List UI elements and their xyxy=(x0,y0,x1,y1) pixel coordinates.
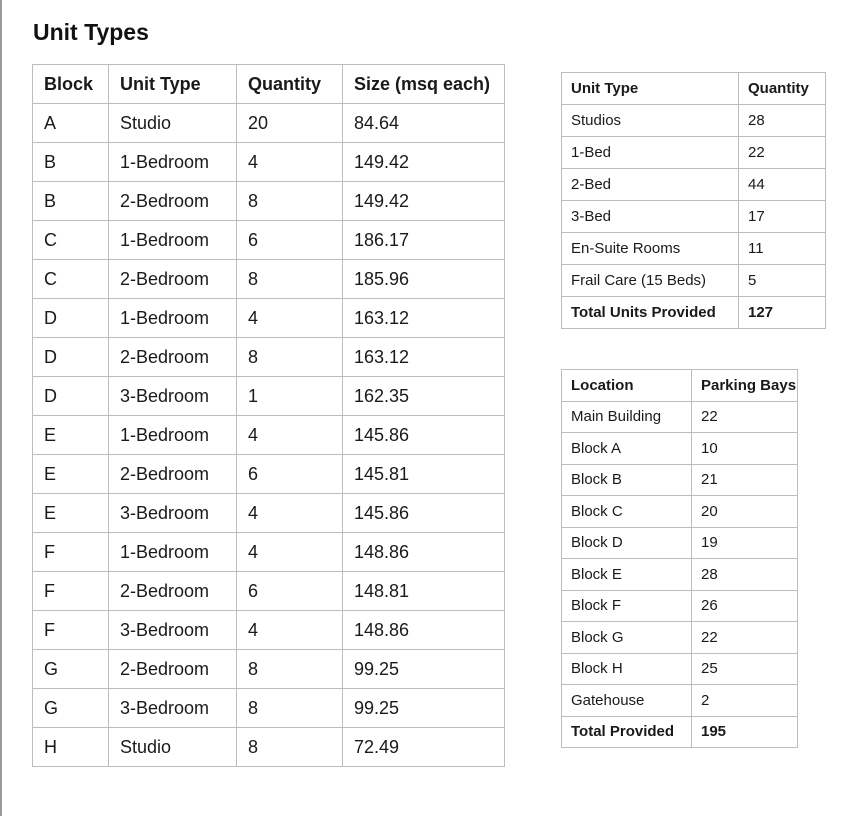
location-cell: Block A xyxy=(562,433,692,465)
quantity-cell: 8 xyxy=(237,650,343,689)
unit-type-cell: 1-Bedroom xyxy=(109,416,237,455)
total-label: Total Provided xyxy=(562,716,692,748)
unit-types-table xyxy=(32,64,505,767)
unit-type-cell: 1-Bedroom xyxy=(109,221,237,260)
size-cell: 186.17 xyxy=(343,221,505,260)
unit-type-cell: 2-Bed xyxy=(562,169,739,201)
quantity-cell: 4 xyxy=(237,416,343,455)
table-row xyxy=(33,494,505,533)
quantity-cell: 8 xyxy=(237,728,343,767)
total-value: 195 xyxy=(692,716,798,748)
block-cell: H xyxy=(33,728,109,767)
table-row xyxy=(562,265,826,297)
unit-type-cell: Studio xyxy=(109,728,237,767)
block-cell: D xyxy=(33,299,109,338)
column-header-parking-bays: Parking Bays xyxy=(692,370,798,402)
quantity-cell: 22 xyxy=(739,137,826,169)
size-cell: 163.12 xyxy=(343,299,505,338)
unit-type-cell: 1-Bedroom xyxy=(109,533,237,572)
table-row xyxy=(33,572,505,611)
parking-bays-cell: 26 xyxy=(692,590,798,622)
table-row xyxy=(33,104,505,143)
size-cell: 145.81 xyxy=(343,455,505,494)
block-cell: B xyxy=(33,182,109,221)
unit-type-cell: Studios xyxy=(562,105,739,137)
unit-type-cell: 1-Bedroom xyxy=(109,143,237,182)
size-cell: 84.64 xyxy=(343,104,505,143)
size-cell: 148.86 xyxy=(343,533,505,572)
unit-type-cell: 2-Bedroom xyxy=(109,650,237,689)
block-cell: C xyxy=(33,260,109,299)
quantity-cell: 8 xyxy=(237,689,343,728)
parking-bays-cell: 21 xyxy=(692,464,798,496)
table-row xyxy=(33,455,505,494)
table-row xyxy=(562,201,826,233)
size-cell: 148.86 xyxy=(343,611,505,650)
quantity-cell: 4 xyxy=(237,611,343,650)
location-cell: Block D xyxy=(562,527,692,559)
parking-bays-table xyxy=(561,369,798,748)
location-cell: Block B xyxy=(562,464,692,496)
quantity-cell: 44 xyxy=(739,169,826,201)
unit-type-cell: 2-Bedroom xyxy=(109,455,237,494)
size-cell: 162.35 xyxy=(343,377,505,416)
parking-bays-cell: 28 xyxy=(692,559,798,591)
table-row xyxy=(33,182,505,221)
table-row xyxy=(33,689,505,728)
location-cell: Block G xyxy=(562,622,692,654)
quantity-cell: 17 xyxy=(739,201,826,233)
size-cell: 148.81 xyxy=(343,572,505,611)
size-cell: 99.25 xyxy=(343,650,505,689)
total-row xyxy=(562,297,826,329)
unit-type-cell: 3-Bedroom xyxy=(109,377,237,416)
total-value: 127 xyxy=(739,297,826,329)
block-cell: G xyxy=(33,689,109,728)
unit-type-cell: En-Suite Rooms xyxy=(562,233,739,265)
table-row xyxy=(33,416,505,455)
parking-bays-cell: 22 xyxy=(692,401,798,433)
block-cell: F xyxy=(33,572,109,611)
table-header-row xyxy=(33,65,505,104)
table-row xyxy=(33,338,505,377)
location-cell: Block C xyxy=(562,496,692,528)
quantity-cell: 4 xyxy=(237,494,343,533)
unit-summary-table xyxy=(561,72,826,329)
unit-type-cell: 3-Bedroom xyxy=(109,494,237,533)
size-cell: 72.49 xyxy=(343,728,505,767)
total-label: Total Units Provided xyxy=(562,297,739,329)
table-row xyxy=(562,653,798,685)
unit-type-cell: 1-Bed xyxy=(562,137,739,169)
table-row xyxy=(33,299,505,338)
size-cell: 145.86 xyxy=(343,416,505,455)
location-cell: Block E xyxy=(562,559,692,591)
parking-bays-cell: 10 xyxy=(692,433,798,465)
parking-bays-cell: 19 xyxy=(692,527,798,559)
quantity-cell: 11 xyxy=(739,233,826,265)
quantity-cell: 4 xyxy=(237,143,343,182)
table-header-row xyxy=(562,73,826,105)
block-cell: C xyxy=(33,221,109,260)
block-cell: F xyxy=(33,611,109,650)
quantity-cell: 4 xyxy=(237,533,343,572)
table-row xyxy=(562,233,826,265)
unit-type-cell: 3-Bedroom xyxy=(109,611,237,650)
unit-type-cell: Studio xyxy=(109,104,237,143)
quantity-cell: 5 xyxy=(739,265,826,297)
location-cell: Gatehouse xyxy=(562,685,692,717)
block-cell: D xyxy=(33,377,109,416)
quantity-cell: 8 xyxy=(237,338,343,377)
unit-type-cell: 2-Bedroom xyxy=(109,260,237,299)
table-row xyxy=(562,685,798,717)
block-cell: B xyxy=(33,143,109,182)
parking-bays-cell: 22 xyxy=(692,622,798,654)
location-cell: Main Building xyxy=(562,401,692,433)
size-cell: 149.42 xyxy=(343,182,505,221)
table-row xyxy=(562,105,826,137)
block-cell: F xyxy=(33,533,109,572)
block-cell: G xyxy=(33,650,109,689)
unit-type-cell: 2-Bedroom xyxy=(109,572,237,611)
parking-bays-cell: 25 xyxy=(692,653,798,685)
table-row xyxy=(562,464,798,496)
parking-bays-cell: 2 xyxy=(692,685,798,717)
location-cell: Block H xyxy=(562,653,692,685)
table-row xyxy=(562,496,798,528)
quantity-cell: 6 xyxy=(237,572,343,611)
column-header-unit-type: Unit Type xyxy=(562,73,739,105)
location-cell: Block F xyxy=(562,590,692,622)
page-left-border xyxy=(0,0,2,816)
unit-type-cell: 2-Bedroom xyxy=(109,338,237,377)
quantity-cell: 6 xyxy=(237,221,343,260)
column-header-unit-type: Unit Type xyxy=(109,65,237,104)
column-header-block: Block xyxy=(33,65,109,104)
quantity-cell: 28 xyxy=(739,105,826,137)
table-row xyxy=(33,377,505,416)
table-row xyxy=(562,559,798,591)
table-row xyxy=(562,622,798,654)
table-row xyxy=(33,143,505,182)
block-cell: D xyxy=(33,338,109,377)
unit-type-cell: 1-Bedroom xyxy=(109,299,237,338)
column-header-size: Size (msq each) xyxy=(343,65,505,104)
quantity-cell: 4 xyxy=(237,299,343,338)
size-cell: 145.86 xyxy=(343,494,505,533)
quantity-cell: 20 xyxy=(237,104,343,143)
size-cell: 149.42 xyxy=(343,143,505,182)
size-cell: 185.96 xyxy=(343,260,505,299)
table-row xyxy=(562,590,798,622)
quantity-cell: 1 xyxy=(237,377,343,416)
table-row xyxy=(33,533,505,572)
size-cell: 163.12 xyxy=(343,338,505,377)
table-row xyxy=(33,650,505,689)
column-header-quantity: Quantity xyxy=(739,73,826,105)
table-row xyxy=(562,169,826,201)
table-row xyxy=(33,221,505,260)
total-row xyxy=(562,716,798,748)
parking-bays-cell: 20 xyxy=(692,496,798,528)
quantity-cell: 6 xyxy=(237,455,343,494)
column-header-quantity: Quantity xyxy=(237,65,343,104)
unit-type-cell: 3-Bedroom xyxy=(109,689,237,728)
unit-type-cell: 2-Bedroom xyxy=(109,182,237,221)
size-cell: 99.25 xyxy=(343,689,505,728)
block-cell: A xyxy=(33,104,109,143)
table-row xyxy=(562,401,798,433)
table-header-row xyxy=(562,370,798,402)
table-row xyxy=(33,260,505,299)
page-title: Unit Types xyxy=(33,19,149,45)
table-row xyxy=(33,728,505,767)
block-cell: E xyxy=(33,494,109,533)
column-header-location: Location xyxy=(562,370,692,402)
table-row xyxy=(562,433,798,465)
quantity-cell: 8 xyxy=(237,260,343,299)
table-row xyxy=(33,611,505,650)
table-row xyxy=(562,527,798,559)
quantity-cell: 8 xyxy=(237,182,343,221)
unit-type-cell: Frail Care (15 Beds) xyxy=(562,265,739,297)
block-cell: E xyxy=(33,416,109,455)
table-row xyxy=(562,137,826,169)
unit-type-cell: 3-Bed xyxy=(562,201,739,233)
block-cell: E xyxy=(33,455,109,494)
